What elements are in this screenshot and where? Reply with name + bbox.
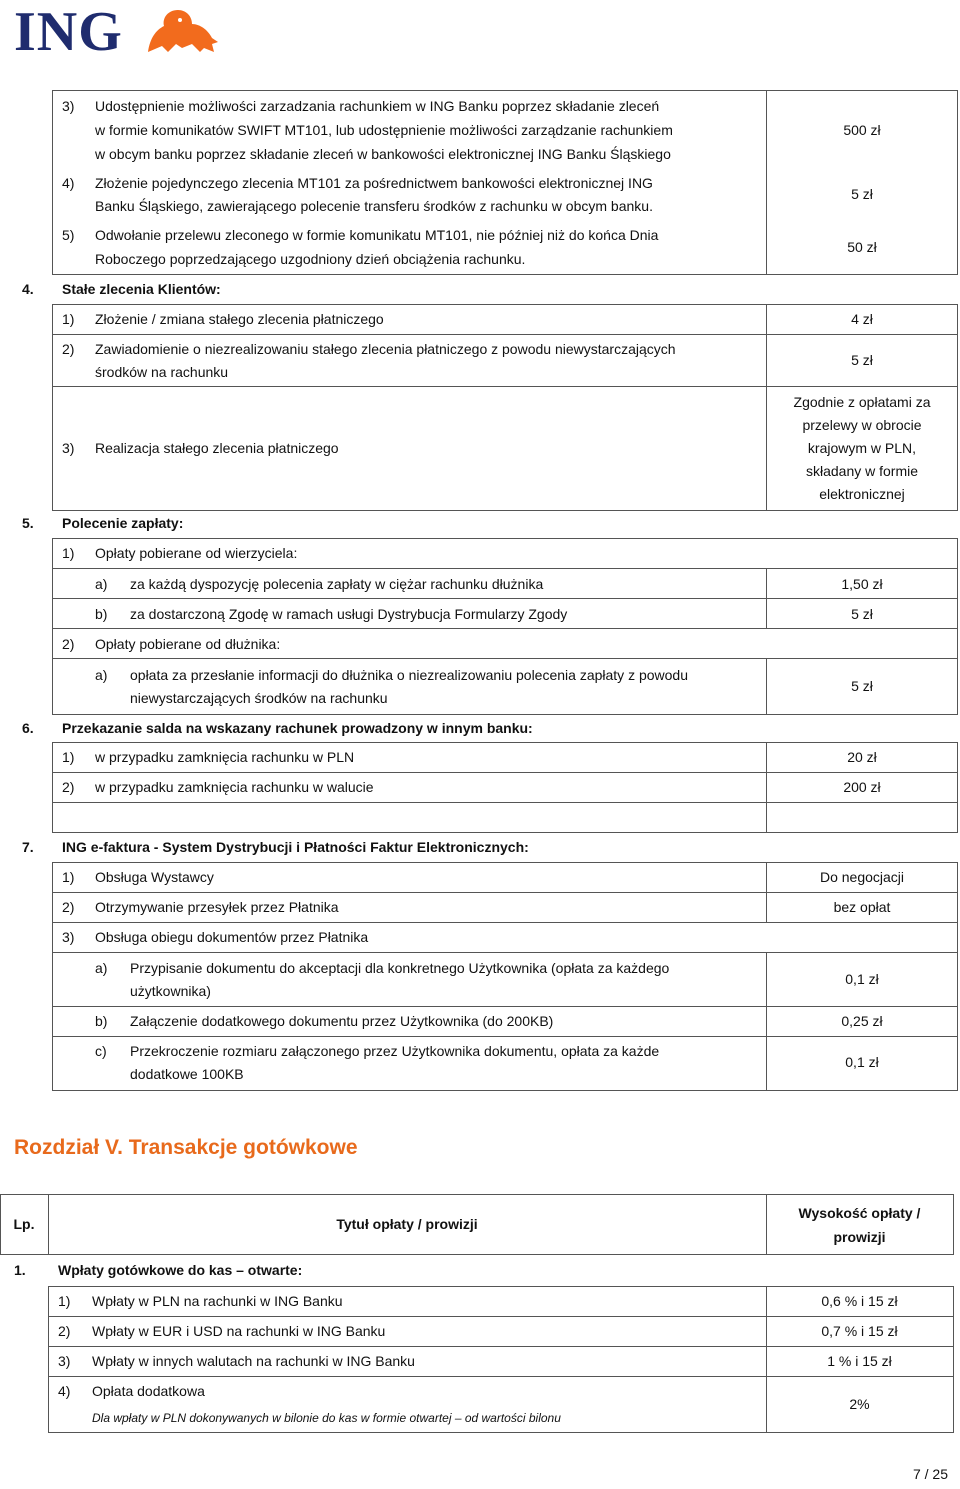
section-number: 5. [22, 515, 34, 531]
item-number: 1) [58, 1293, 71, 1309]
item-text: za każdą dyspozycję polecenia zapłaty w ciężar rachunku dłużnika [130, 576, 544, 592]
fee-value: 5 zł [851, 186, 873, 202]
item-text: Złożenie / zmiana stałego zlecenia płatniczego [95, 311, 384, 327]
item-letter: b) [95, 606, 108, 622]
item-number: 3) [58, 1353, 71, 1369]
fee-value: krajowym w PLN, [807, 440, 917, 456]
item-text: Roboczego poprzedzającego uzgodniony dzień obciążenia rachunku. [95, 251, 526, 267]
item-text: w formie komunikatów SWIFT MT101, lub udostępnienie możliwości zarządzanie rachunkiem [95, 122, 673, 138]
section-number: 4. [22, 281, 34, 297]
item-text: Załączenie dodatkowego dokumentu przez Użytkownika (do 200KB) [130, 1013, 554, 1029]
item-number: 1) [62, 311, 75, 327]
chapter-title: Rozdział V. Transakcje gotówkowe [14, 1136, 358, 1159]
item-number: 2) [62, 899, 75, 915]
item-text: w obcym banku poprzez składanie zleceń w bankowości elektronicznej ING Banku Śląskiego [95, 146, 671, 162]
item-text: użytkownika) [130, 983, 211, 999]
fee-value: 1,50 zł [841, 576, 883, 592]
item-text: Przypisanie dokumentu do akceptacji dla konkretnego Użytkownika (opłata za każdego [130, 960, 670, 976]
item-number: 1) [62, 749, 75, 765]
item-text: Złożenie pojedynczego zlecenia MT101 za pośrednictwem bankowości elektronicznej ING [95, 175, 653, 191]
section-title: Stałe zlecenia Klientów: [62, 281, 221, 297]
item-letter: a) [95, 960, 108, 976]
item-number: 3) [62, 98, 75, 114]
item-text: Wpłaty w EUR i USD na rachunki w ING Banku [92, 1323, 386, 1339]
item-number: 2) [62, 341, 75, 357]
item-text: Odwołanie przelewu zleconego w formie komunikatu MT101, nie później niż do końca Dnia [95, 227, 659, 243]
item-letter: a) [95, 576, 108, 592]
item-text: środków na rachunku [95, 364, 229, 380]
item-text: Opłaty pobierane od wierzyciela: [95, 545, 298, 561]
fee-value: 0,7 % i 15 zł [821, 1323, 898, 1339]
item-text: Obsługa obiegu dokumentów przez Płatnika [95, 929, 369, 945]
section-title: Polecenie zapłaty: [62, 515, 184, 531]
item-text: w przypadku zamknięcia rachunku w walucie [95, 779, 374, 795]
item-text: opłata za przesłanie informacji do dłużnika o niezrealizowaniu polecenia zapłaty z powodu [130, 667, 688, 683]
fee-value: 50 zł [847, 239, 877, 255]
item-number: 1) [62, 869, 75, 885]
item-text: Wpłaty w innych walutach na rachunki w ING Banku [92, 1353, 415, 1369]
item-number: 2) [62, 779, 75, 795]
item-text: w przypadku zamknięcia rachunku w PLN [95, 749, 355, 765]
fee-value: 0,1 zł [845, 1054, 879, 1070]
fee-value: Zgodnie z opłatami za [793, 394, 931, 410]
header-title: Tytuł opłaty / prowizji [336, 1216, 478, 1232]
fee-value: 2% [849, 1396, 870, 1412]
section-number: 7. [22, 839, 34, 855]
fee-value: 0,1 zł [845, 971, 879, 987]
item-text: Przekroczenie rozmiaru załączonego przez Użytkownika dokumentu, opłata za każde [130, 1043, 660, 1059]
item-text: Realizacja stałego zlecenia płatniczego [95, 440, 339, 456]
fee-value: 5 zł [851, 606, 873, 622]
header-fee: prowizji [833, 1229, 886, 1245]
item-text: Udostępnienie możliwości zarzadzania rachunkiem w ING Banku poprzez składanie zleceń [95, 98, 660, 114]
item-text: niewystarczających środków na rachunku [130, 690, 388, 706]
item-text: Opłaty pobierane od dłużnika: [95, 636, 281, 652]
fee-value: bez opłat [833, 899, 891, 915]
fee-value: 5 zł [851, 678, 873, 694]
item-letter: b) [95, 1013, 108, 1029]
item-text: Obsługa Wystawcy [95, 869, 214, 885]
item-text: Banku Śląskiego, zawierającego polecenie transferu środków z rachunku w obcym banku. [95, 198, 653, 214]
item-text: Opłata dodatkowa [92, 1383, 205, 1399]
item-number: 5) [62, 227, 75, 243]
item-text: Otrzymywanie przesyłek przez Płatnika [95, 899, 339, 915]
header-lp: Lp. [13, 1216, 35, 1232]
fee-value: 0,25 zł [841, 1013, 883, 1029]
item-number: 3) [62, 929, 75, 945]
fee-value: elektronicznej [819, 486, 905, 502]
ing-logo-text: ING [14, 1, 123, 63]
fee-value: Do negocjacji [819, 869, 905, 885]
section-title: ING e-faktura - System Dystrybucji i Płatności Faktur Elektronicznych: [62, 839, 529, 855]
section-title: Wpłaty gotówkowe do kas – otwarte: [58, 1262, 303, 1278]
fee-value: składany w formie [805, 463, 919, 479]
section-number: 1. [14, 1262, 26, 1278]
item-note: Dla wpłaty w PLN dokonywanych w bilonie do kas w formie otwartej – od wartości bilonu [92, 1411, 561, 1425]
section-number: 6. [22, 720, 34, 736]
item-number: 4) [62, 175, 75, 191]
item-number: 1) [62, 545, 75, 561]
fee-value: przelewy w obrocie [802, 417, 922, 433]
item-text: Zawiadomienie o niezrealizowaniu stałego zlecenia płatniczego z powodu niewystarczających [95, 341, 676, 357]
fee-value: 500 zł [843, 122, 881, 138]
item-number: 3) [62, 440, 75, 456]
item-text: dodatkowe 100KB [130, 1066, 244, 1082]
fee-value: 200 zł [843, 779, 881, 795]
item-number: 4) [58, 1383, 71, 1399]
fee-value: 0,6 % i 15 zł [821, 1293, 898, 1309]
lion-icon [142, 4, 222, 56]
fee-value: 5 zł [851, 352, 873, 368]
section-title: Przekazanie salda na wskazany rachunek prowadzony w innym banku: [62, 720, 533, 736]
item-number: 2) [58, 1323, 71, 1339]
fee-value: 4 zł [851, 311, 873, 327]
item-text: Wpłaty w PLN na rachunki w ING Banku [92, 1293, 343, 1309]
item-number: 2) [62, 636, 75, 652]
item-letter: c) [95, 1043, 107, 1059]
page-number: 7 / 25 [912, 1466, 948, 1482]
header-fee: Wysokość opłaty / [798, 1205, 921, 1221]
item-text: za dostarczoną Zgodę w ramach usługi Dystrybucja Formularzy Zgody [130, 606, 568, 622]
fee-value: 20 zł [847, 749, 877, 765]
item-letter: a) [95, 667, 108, 683]
fee-value: 1 % i 15 zł [827, 1353, 892, 1369]
